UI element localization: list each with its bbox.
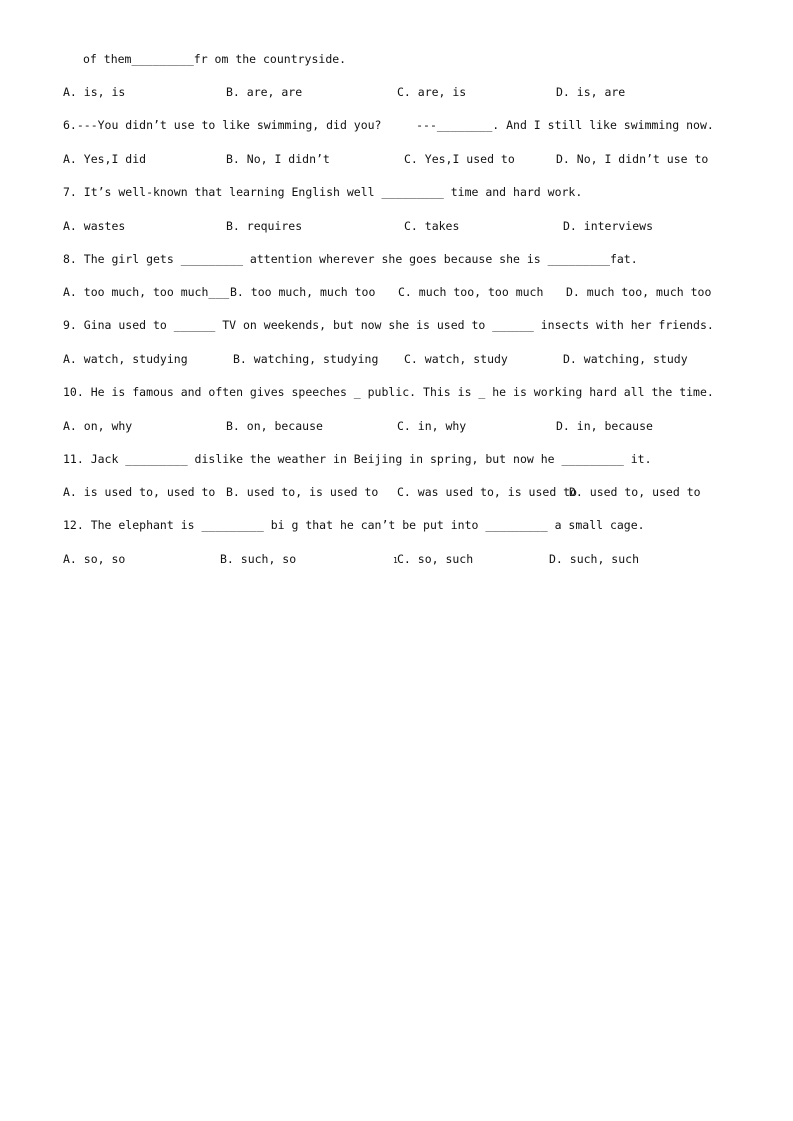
option-d: D. watching, study <box>563 352 688 366</box>
option-c: C. takes <box>404 219 460 233</box>
option-c: C. was used to, is used to <box>397 485 578 499</box>
question-7-stem: 7. It’s well-known that learning English well _________ time and hard work. <box>63 185 583 199</box>
option-d: D. interviews <box>563 219 654 233</box>
question-11-stem: 11. Jack _________ dislike the weather in Beijing in spring, but now he _________ it. <box>63 452 652 466</box>
option-a: A. Yes,I did <box>63 152 147 166</box>
option-d: D. such, such <box>549 552 640 566</box>
question-8-stem: 8. The girl gets _________ attention wherever she goes because she is _________fat. <box>63 252 638 266</box>
option-b: B. watching, studying <box>233 352 379 366</box>
option-a: A. is, is <box>63 85 126 99</box>
option-a: A. too much, too much___ <box>63 285 230 299</box>
option-c: C. Yes,I used to <box>404 152 515 166</box>
option-a: A. is used to, used to <box>63 485 216 499</box>
option-a: A. so, so <box>63 552 126 566</box>
option-b: B. are, are <box>226 85 303 99</box>
question-12-stem: 12. The elephant is _________ bi g that he can’t be put into _________ a small cage. <box>63 518 645 532</box>
page-number: 1 <box>393 556 398 565</box>
option-c: C. in, why <box>397 419 467 433</box>
question-continuation: of them_________fr om the countryside. <box>83 52 347 66</box>
question-6-stem: 6.---You didn’t use to like swimming, did you? ---________. And I still like swimming now. <box>63 118 714 132</box>
option-b: B. requires <box>226 219 303 233</box>
option-c: C. so, such <box>397 552 474 566</box>
option-a: A. watch, studying <box>63 352 188 366</box>
option-a: A. wastes <box>63 219 126 233</box>
question-9-stem: 9. Gina used to ______ TV on weekends, but now she is used to ______ insects with her friends. <box>63 318 714 332</box>
option-b: B. too much, much too <box>230 285 376 299</box>
option-d: D. used to, used to <box>569 485 701 499</box>
option-c: C. much too, too much <box>398 285 544 299</box>
option-c: C. are, is <box>397 85 467 99</box>
question-10-stem: 10. He is famous and often gives speeches _ public. This is _ he is working hard all the time. <box>63 385 714 399</box>
option-b: B. such, so <box>220 552 297 566</box>
option-d: D. much too, much too <box>566 285 712 299</box>
option-d: D. in, because <box>556 419 653 433</box>
option-b: B. on, because <box>226 419 323 433</box>
option-b: B. used to, is used to <box>226 485 379 499</box>
option-a: A. on, why <box>63 419 133 433</box>
option-c: C. watch, study <box>404 352 508 366</box>
option-d: D. No, I didn’t use to <box>556 152 709 166</box>
option-d: D. is, are <box>556 85 626 99</box>
option-b: B. No, I didn’t <box>226 152 330 166</box>
